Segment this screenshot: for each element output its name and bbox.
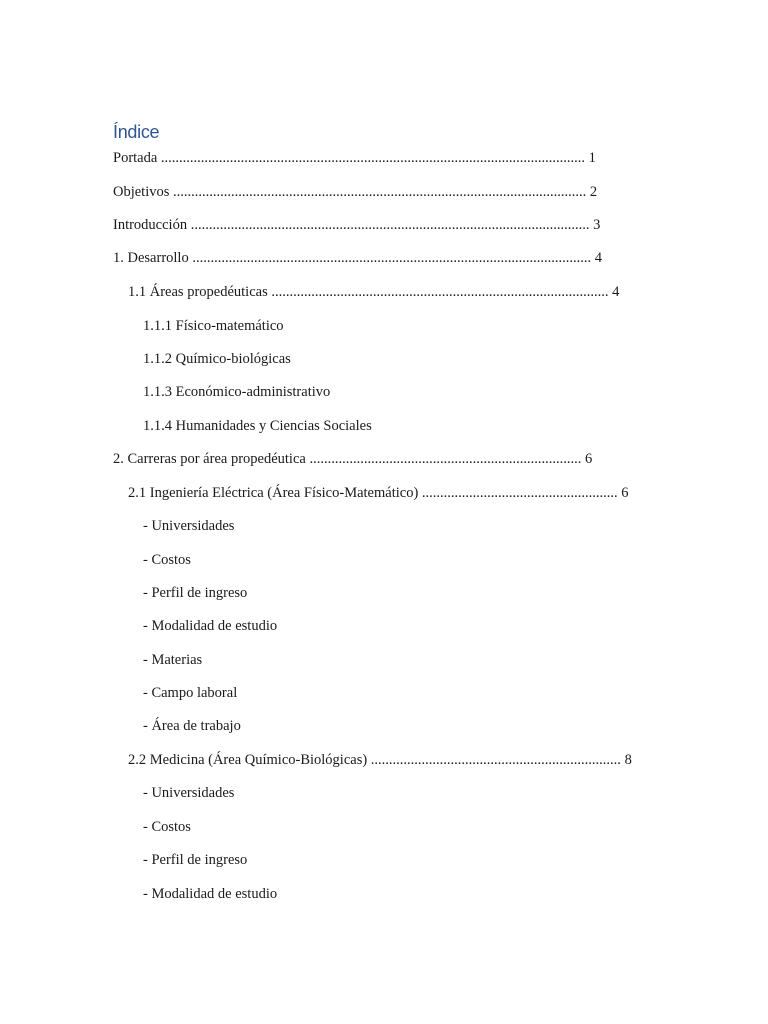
toc-entry[interactable] (143, 783, 234, 803)
toc-entry[interactable] (143, 349, 291, 369)
toc-entry[interactable] (143, 716, 241, 736)
toc-entry[interactable] (128, 750, 632, 770)
toc-entry[interactable] (113, 148, 596, 168)
toc-entry-text: - Campo laboral (143, 685, 238, 701)
toc-entry-text: 2.1 Ingeniería Eléctrica (Área Físico-Matemático) ...................................................... (128, 485, 618, 501)
toc-entry[interactable] (143, 516, 234, 536)
toc-entry-page-number: 4 (608, 284, 620, 300)
toc-entry-text: 2. Carreras por área propedéutica ........................................................................... (113, 451, 582, 467)
toc-entry-text: - Costos (143, 552, 191, 568)
toc-entry[interactable] (143, 583, 247, 603)
toc-entry-text: Objetivos .................................................................................................................. (113, 184, 587, 200)
toc-entry[interactable] (143, 650, 202, 670)
toc-entry[interactable] (143, 550, 191, 570)
toc-entry[interactable] (143, 817, 191, 837)
toc-entry[interactable] (143, 850, 247, 870)
toc-entry-page-number: 3 (589, 217, 601, 233)
toc-entry-page-number: 6 (581, 451, 593, 467)
toc-entry-text: - Universidades (143, 518, 235, 534)
toc-entry[interactable] (143, 616, 277, 636)
toc-entry-text: Portada ..................................................................................................................... (113, 150, 586, 166)
toc-entry-page-number: 8 (620, 752, 632, 768)
toc-entry-text: - Perfil de ingreso (143, 585, 248, 601)
toc-entry-text: 2.2 Medicina (Área Químico-Biológicas) ..................................................................... (128, 752, 621, 768)
toc-entry-text: - Modalidad de estudio (143, 618, 278, 634)
toc-entry-text: 1.1 Áreas propedéuticas ............................................................................................. (128, 284, 609, 300)
toc-entry-text: 1.1.1 Físico-matemático (143, 318, 284, 334)
toc-entry-page-number: 6 (617, 485, 629, 501)
toc-entry-text: - Materias (143, 652, 203, 668)
toc-entry[interactable] (143, 884, 277, 904)
toc-entry-page-number: 2 (586, 184, 598, 200)
toc-entry[interactable] (113, 182, 597, 202)
toc-entry[interactable] (143, 416, 372, 436)
toc-entry-text: - Costos (143, 819, 191, 835)
toc-entry-page-number: 1 (585, 150, 596, 166)
toc-entry-text: 1.1.2 Químico-biológicas (143, 351, 291, 367)
toc-entry[interactable] (143, 382, 330, 402)
toc-entry-text: - Modalidad de estudio (143, 886, 278, 902)
toc-entry[interactable] (143, 683, 237, 703)
toc-entry-text: - Perfil de ingreso (143, 852, 248, 868)
toc-entry[interactable] (128, 483, 629, 503)
toc-title: Índice (113, 122, 160, 142)
toc-entry-text: 1.1.3 Económico-administrativo (143, 384, 331, 400)
toc-entry[interactable] (113, 248, 602, 268)
toc-entry-page-number: 4 (591, 250, 602, 266)
toc-entry-text: Introducción .............................................................................................................. (113, 217, 590, 233)
toc-entry-text: 1. Desarrollo .............................................................................................................. (113, 250, 592, 266)
toc-entry[interactable] (113, 449, 592, 469)
toc-entry[interactable] (113, 215, 600, 235)
toc-entry[interactable] (128, 282, 619, 302)
toc-entry-text: - Universidades (143, 785, 235, 801)
toc-entry[interactable] (143, 316, 284, 336)
toc-entry-text: - Área de trabajo (143, 718, 241, 734)
toc-entry-text: 1.1.4 Humanidades y Ciencias Sociales (143, 418, 372, 434)
